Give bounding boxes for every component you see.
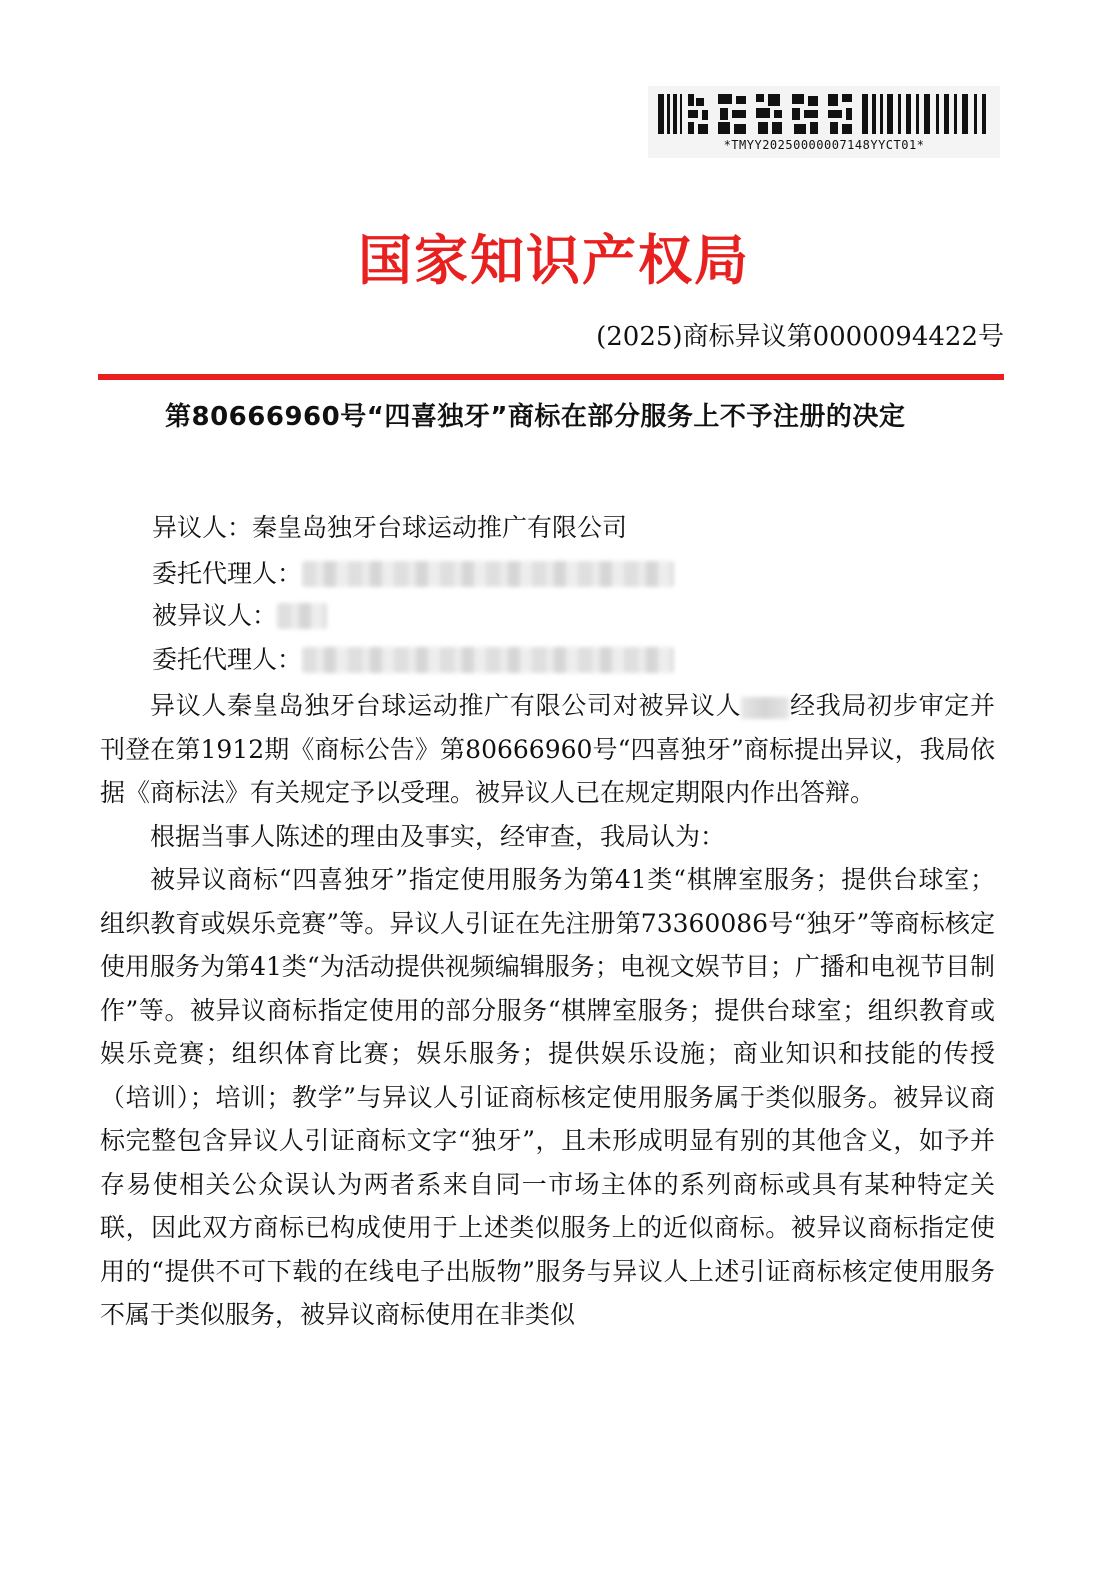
barcode-graphic — [658, 92, 990, 136]
party-value: 秦皇岛独牙台球运动推广有限公司 — [252, 512, 628, 542]
party-label: 委托代理人： — [152, 644, 303, 674]
paragraph: 被异议商标“四喜独牙”指定使用服务为第41类“棋牌室服务；提供台球室；组织教育或娱乐竞赛”等。异议人引证在先注册第73360086号“独牙”等商标核定使用服务为第41类“为活动提供视频编辑服务；电视文娱节目；广播和电视节目制作”等。被异议商标指定使用的部分服务“棋牌室服务；提供台球室；组织教育或娱乐竞赛；组织体育比赛；娱乐服务；提供娱乐设施；商业知识和技能的传授（培训）；培训；教学”与异议人引证商标核定使用服务属于类似服务。被异议商标完整包含异议人引证商标文字“独牙”，且未形成明显有别的其他含义，如予并存易使相关公众误认为两者系来自同一市场主体的系列商标或具有某种特定关联，因此双方商标已构成使用于上述类似服务上的近似商标。被异议商标指定使用的“提供不可下载的在线电子出版物”服务与异议人上述引证商标核定使用服务不属于类似服务，被异议商标使用在非类似 — [100, 865, 995, 1329]
paragraph — [100, 684, 995, 815]
redacted-block — [277, 603, 327, 629]
party-label: 被异议人： — [152, 600, 278, 630]
paragraph: 根据当事人陈述的理由及事实，经审查，我局认为： — [150, 821, 726, 851]
redacted-block — [302, 647, 674, 673]
document-number: (2025)商标异议第0000094422号 — [596, 322, 1004, 352]
party-respondent — [152, 596, 327, 632]
party-opponent — [152, 508, 627, 544]
party-label: 异议人： — [152, 512, 253, 542]
redacted-block — [741, 697, 789, 719]
document-title: 第80666960号“四喜独牙”商标在部分服务上不予注册的决定 — [165, 402, 906, 432]
paragraph-text: 异议人秦皇岛独牙台球运动推广有限公司对被异议人 — [150, 691, 742, 720]
redacted-block — [302, 561, 674, 587]
decision-body — [100, 684, 995, 1337]
barcode — [648, 86, 1000, 158]
agency-name: 国家知识产权局 — [358, 228, 750, 292]
barcode-code: *TMYY20250000007148YYCT01* — [723, 138, 925, 152]
party-label: 委托代理人： — [152, 558, 303, 588]
party-opponent-agent — [152, 554, 674, 590]
paragraph-text: 经我局初步审定并刊登在第1912期《商标公告》第80666960号“四喜独牙”商标提出异议，我局依据《商标法》有关规定予以受理。被异议人已在规定期限内作出答辩。 — [100, 691, 995, 807]
red-divider — [98, 374, 1004, 380]
party-respondent-agent — [152, 640, 674, 676]
